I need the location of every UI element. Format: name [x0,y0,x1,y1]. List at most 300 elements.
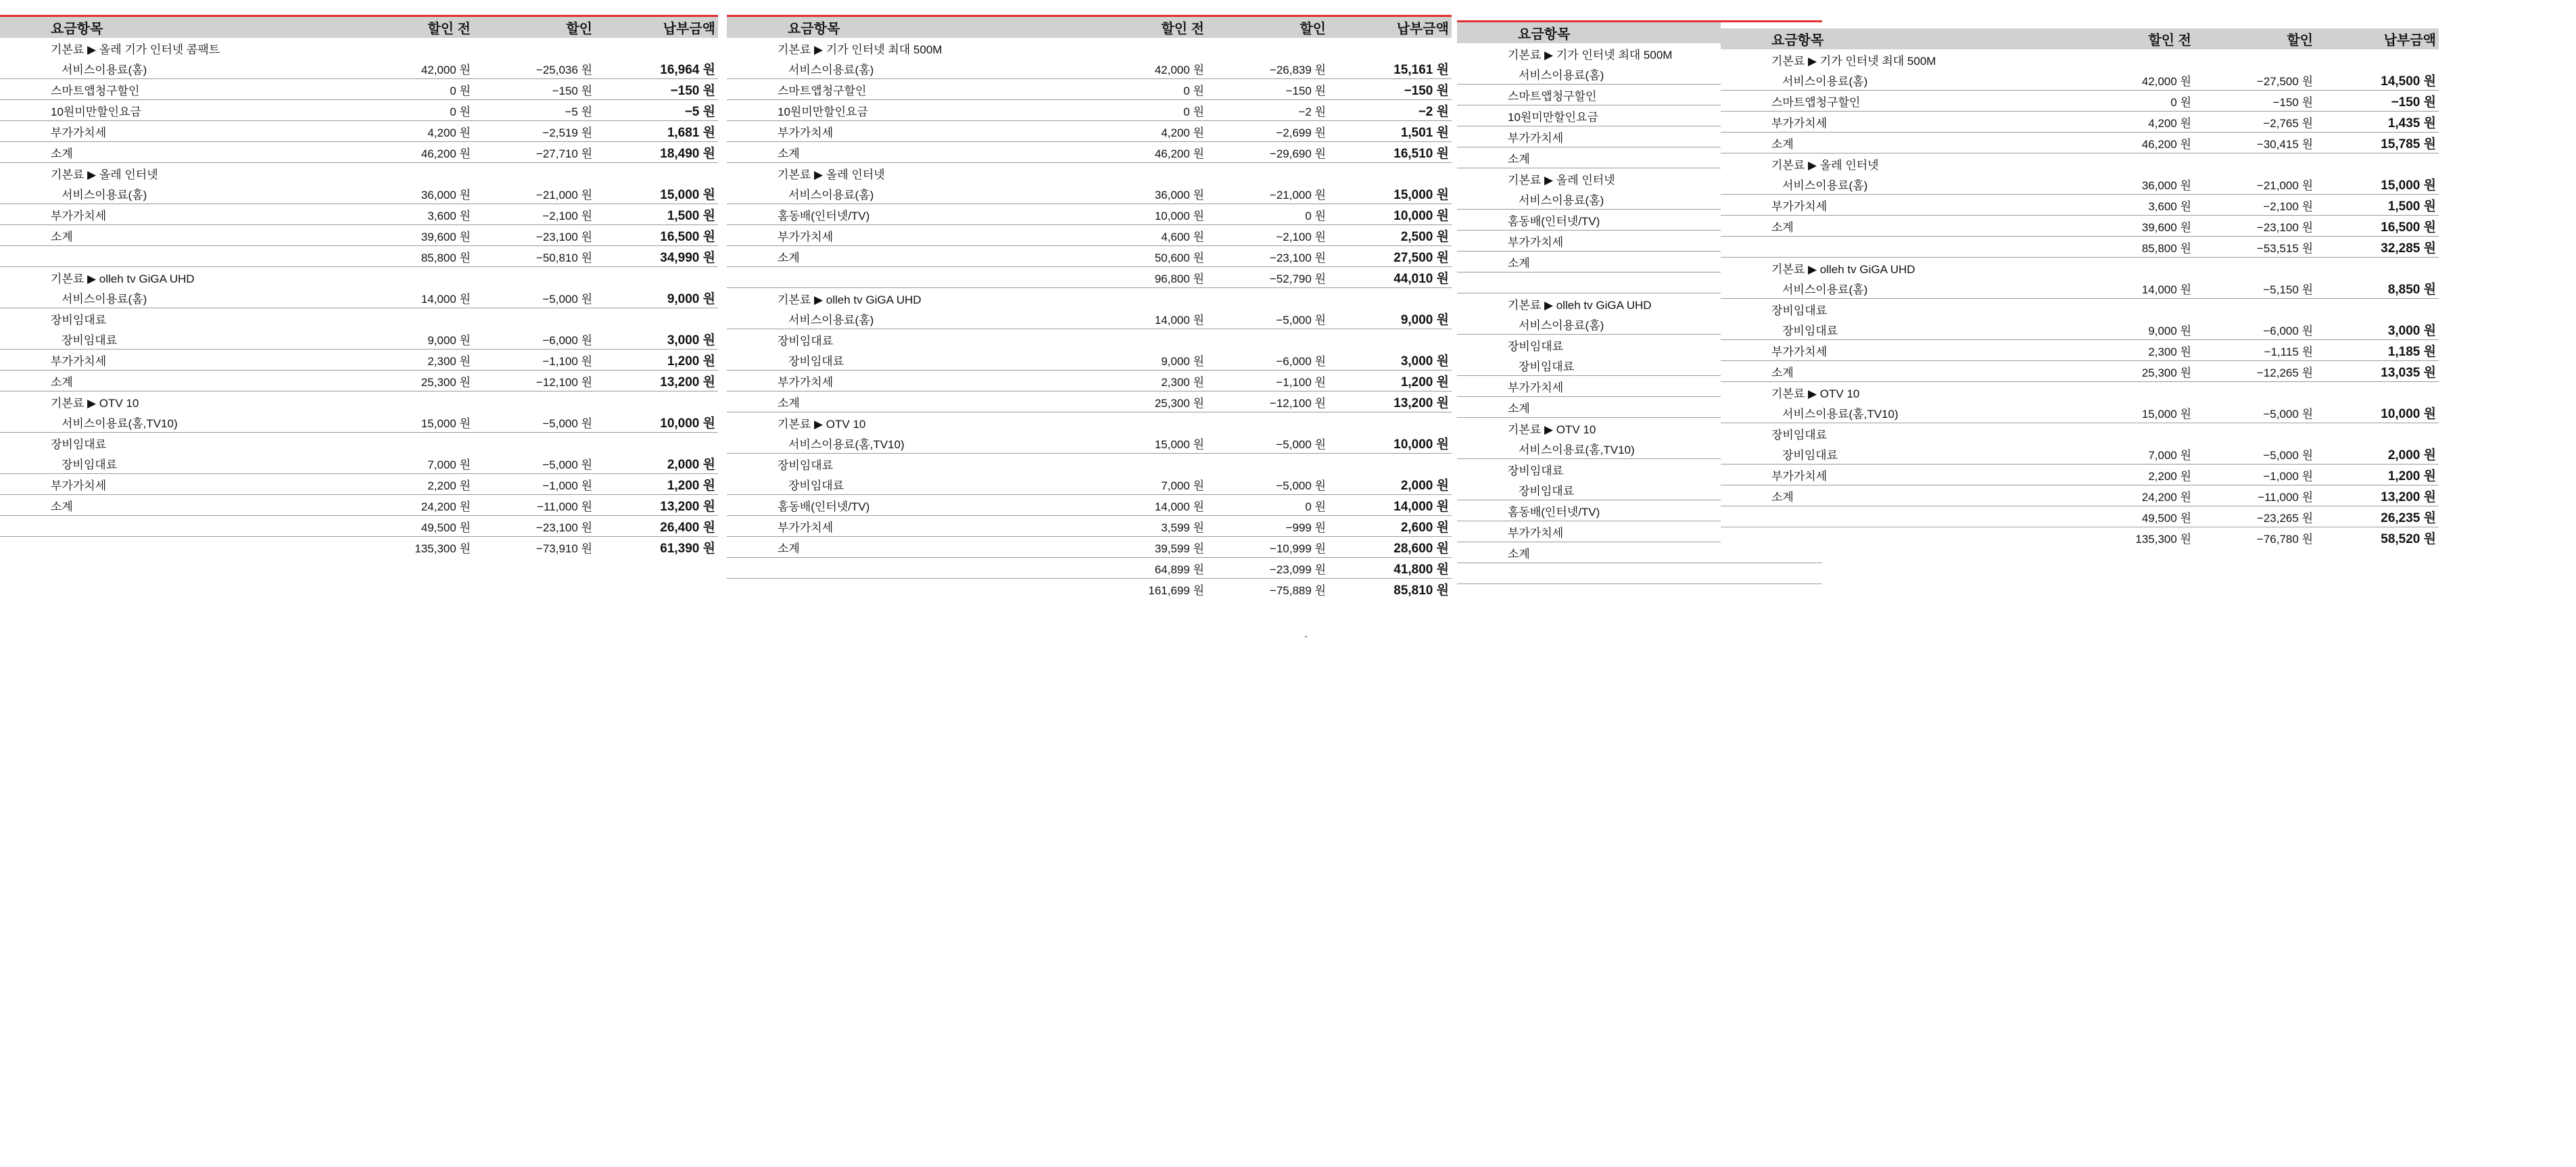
amount-before-discount: 46,200 원 [358,142,473,163]
amount-discount [473,308,595,329]
row-label: 기본료 ▶ 올레 인터넷 [1721,153,2079,174]
table-row [727,433,1452,454]
row-label: 소계 [727,246,1092,267]
amount-total: 10,000 원 [1329,204,1452,225]
amount-before-discount [358,433,473,454]
amount-discount: −26,839 원 [1269,63,1326,76]
table-row [1721,423,2439,444]
amount-discount: −2,519 원 [473,121,595,142]
amount-total: 16,500 원 [2316,216,2439,237]
amount-total: 13,200 원 [595,495,718,516]
amount-total: 85,810 원 [1329,579,1452,600]
row-label: 기본료 ▶ 기가 인터넷 최대 500M [778,43,943,56]
row-label: 기본료 ▶ 올레 인터넷 [727,163,1092,184]
amount-total: 8,850 원 [2387,282,2436,297]
table-row [0,412,718,433]
amount-before-discount: 85,800 원 [2079,237,2194,258]
amount-total: 44,010 원 [1329,267,1452,288]
amount-discount: −25,036 원 [535,63,592,76]
row-label: 기본료 ▶ 기가 인터넷 최대 500M [1508,48,1673,62]
table-row [727,412,1452,433]
amount-total: 15,000 원 [2381,178,2436,193]
amount-before-discount [358,163,473,184]
amount-before-discount: 14,000 원 [1092,495,1207,516]
table-row [727,100,1452,121]
amount-before-discount [2079,423,2194,444]
amount-total: 15,161 원 [1393,62,1449,77]
row-label: 서비스이용료(홈) [1782,178,1868,192]
table-row [727,163,1452,184]
row-label: 소계 [727,537,1092,558]
header-before-discount: 할인 전 [2079,28,2194,49]
row-label: 홈동배(인터넷/TV) [727,495,1092,516]
header-before-discount: 할인 전 [1092,17,1207,38]
table-row [727,474,1452,495]
row-label: 서비스이용료(홈) [1519,193,1604,207]
amount-before-discount: 10,000 원 [1092,204,1207,225]
bill-table [727,17,1452,599]
row-label: 소계 [0,142,358,163]
amount-discount: −5 원 [473,100,595,121]
amount-total [2316,423,2439,444]
amount-before-discount: 64,899 원 [1092,558,1207,579]
row-label: 장비임대료 [727,329,1092,350]
header-item: 요금항목 [0,17,358,38]
amount-total: 10,000 원 [1393,437,1449,452]
row-label: 소계 [0,371,358,391]
table-row [727,142,1452,163]
row-label: 서비스이용료(홈) [62,63,147,76]
row-label: 부가가치세 [727,516,1092,537]
amount-total: −2 원 [1329,100,1452,121]
amount-total [1721,584,1822,605]
amount-discount [2194,49,2316,70]
amount-before-discount [358,391,473,412]
row-label: 장비임대료 [788,479,844,492]
header-total: 납부금액 [595,17,718,38]
row-label: 기본료 ▶ OTV 10 [0,391,358,412]
table-row [727,58,1452,79]
bill-table [0,17,718,557]
table-row [727,391,1452,412]
table-row [727,329,1452,350]
amount-total: 14,500 원 [2381,74,2436,89]
row-label: 스마트앱청구할인 [727,79,1092,100]
table-row [1721,237,2439,258]
amount-discount: −12,100 원 [1207,391,1329,412]
table-row [727,246,1452,267]
amount-total [1329,163,1452,184]
row-label [0,516,358,537]
table-row [727,204,1452,225]
amount-total: −150 원 [2316,91,2439,112]
amount-discount: −2,100 원 [473,204,595,225]
row-label: 소계 [1457,542,1721,563]
amount-before-discount: 36,000 원 [421,188,471,201]
amount-discount: −2,765 원 [2194,112,2316,133]
table-row [0,433,718,454]
table-row [0,38,718,58]
table-row [0,371,718,391]
row-label: 기본료 ▶ 올레 기가 인터넷 콤팩트 [51,43,220,56]
amount-before-discount [2079,49,2194,70]
header-item: 요금항목 [1721,28,2079,49]
table-row [727,558,1452,579]
amount-discount [2194,258,2316,279]
table-row [727,516,1452,537]
amount-discount: −73,910 원 [473,537,595,558]
row-label: 스마트앱청구할인 [1721,91,2079,112]
row-label: 서비스이용료(홈) [1519,68,1604,82]
amount-total: 3,000 원 [2387,323,2436,338]
row-label: 서비스이용료(홈,TV10) [1782,407,1899,421]
amount-discount: −52,790 원 [1207,267,1329,288]
table-header-row [727,17,1452,38]
amount-total: −150 원 [1329,79,1452,100]
table-row [1721,174,2439,195]
table-row [727,537,1452,558]
amount-before-discount: 39,600 원 [2079,216,2194,237]
row-label: 홈동배(인터넷/TV) [1457,210,1721,231]
amount-total: 2,000 원 [2387,448,2436,462]
row-label: 기본료 ▶ OTV 10 [1721,382,2079,403]
amount-before-discount: 85,800 원 [358,246,473,267]
amount-discount: −6,000 원 [2263,324,2313,337]
amount-discount: −10,999 원 [1207,537,1329,558]
table-row [727,371,1452,391]
header-item: 요금항목 [1457,22,1721,43]
amount-total [2316,258,2439,279]
amount-discount: −5,000 원 [542,458,592,471]
amount-total [595,267,718,288]
amount-before-discount: 39,600 원 [358,225,473,246]
table-row [1721,465,2439,485]
amount-before-discount: 46,200 원 [1092,142,1207,163]
row-label [1457,584,1721,605]
bill-panel-4 [1721,28,2439,548]
table-row [1721,112,2439,133]
amount-discount: −23,099 원 [1207,558,1329,579]
row-label: 서비스이용료(홈) [62,188,147,201]
table-row [0,474,718,495]
row-label: 소계 [1721,216,2079,237]
row-label [727,267,1092,288]
row-label: 부가가치세 [0,121,358,142]
amount-before-discount: 2,300 원 [1092,371,1207,391]
amount-discount [473,433,595,454]
amount-before-discount: 24,200 원 [358,495,473,516]
amount-before-discount: 42,000 원 [2141,74,2191,88]
amount-before-discount: 161,699 원 [1092,579,1207,600]
row-label: 서비스이용료(홈,TV10) [62,416,178,430]
amount-discount [473,38,595,58]
table-row [0,183,718,204]
amount-total [2316,382,2439,403]
table-row [1721,153,2439,174]
amount-before-discount: 46,200 원 [2079,133,2194,153]
amount-discount: −75,889 원 [1207,579,1329,600]
header-before-discount: 할인 전 [358,17,473,38]
bill-table [1721,28,2439,548]
table-row [1721,527,2439,548]
amount-before-discount [358,267,473,288]
amount-total: 26,235 원 [2316,506,2439,527]
amount-before-discount: 96,800 원 [1092,267,1207,288]
row-label: 장비임대료 [1721,299,2079,320]
amount-total: 13,200 원 [1329,391,1452,412]
row-label: 홈동배(인터넷/TV) [727,204,1092,225]
amount-before-discount [2079,153,2194,174]
amount-discount: −21,000 원 [535,188,592,201]
row-label: 서비스이용료(홈) [1519,318,1604,332]
table-row [0,204,718,225]
amount-before-discount: 9,000 원 [427,333,471,347]
amount-before-discount [1092,412,1207,433]
table-header-row [1721,28,2439,49]
amount-before-discount: 14,000 원 [421,292,471,306]
row-label [0,246,358,267]
table-row [1721,444,2439,465]
amount-before-discount [1092,454,1207,475]
amount-before-discount: 7,000 원 [427,458,471,471]
amount-total: 15,000 원 [1393,187,1449,202]
amount-discount [2194,153,2316,174]
row-label: 부가가치세 [0,350,358,371]
amount-total: 10,000 원 [2381,406,2436,421]
row-label: 기본료 ▶ 올레 인터넷 [1457,168,1721,189]
table-row [0,100,718,121]
amount-before-discount: 135,300 원 [2079,527,2194,548]
table-row [727,308,1452,329]
amount-total: 2,500 원 [1329,225,1452,246]
row-label: 서비스이용료(홈) [1782,283,1868,296]
amount-total: 1,501 원 [1329,121,1452,142]
amount-discount: −53,515 원 [2194,237,2316,258]
amount-before-discount: 4,600 원 [1092,225,1207,246]
table-header-row [0,17,718,38]
row-label: 부가가치세 [1721,195,2079,216]
amount-discount [1207,412,1329,433]
amount-discount [1207,163,1329,184]
amount-total: 15,785 원 [2316,133,2439,153]
table-row [0,225,718,246]
amount-total [595,308,718,329]
table-row [0,267,718,288]
amount-before-discount: 9,000 원 [2148,324,2191,337]
row-label [727,558,1092,579]
amount-total [1329,454,1452,475]
amount-before-discount: 4,200 원 [1092,121,1207,142]
row-label: 장비임대료 [1782,448,1838,462]
header-total: 납부금액 [2316,28,2439,49]
amount-discount: −6,000 원 [542,333,592,347]
amount-discount: −5,000 원 [2263,407,2313,421]
amount-before-discount: 0 원 [2079,91,2194,112]
amount-total [595,163,718,184]
amount-discount: −2,699 원 [1207,121,1329,142]
amount-discount: −150 원 [2194,91,2316,112]
amount-before-discount: 7,000 원 [2148,448,2191,462]
amount-discount: −5,000 원 [542,292,592,306]
amount-discount: −5,000 원 [2263,448,2313,462]
amount-total: 32,285 원 [2316,237,2439,258]
amount-total: 3,000 원 [667,333,715,348]
amount-discount: −1,100 원 [1207,371,1329,391]
row-label [727,579,1092,600]
amount-total [1721,563,1822,584]
amount-discount [1207,329,1329,350]
amount-discount: −23,100 원 [473,516,595,537]
stray-dot [1305,636,1307,638]
amount-total: 1,500 원 [2316,195,2439,216]
table-row [0,58,718,79]
row-label: 스마트앱청구할인 [1457,85,1721,105]
table-row [1721,91,2439,112]
amount-total [595,391,718,412]
row-label: 서비스이용료(홈) [62,292,147,306]
amount-discount [2194,382,2316,403]
amount-total: 13,200 원 [2316,485,2439,506]
row-label: 소계 [727,391,1092,412]
row-label: 스마트앱청구할인 [0,79,358,100]
amount-total: 9,000 원 [667,291,715,306]
amount-discount [2194,423,2316,444]
amount-discount: −21,000 원 [2256,178,2313,192]
row-label: 소계 [1721,485,2079,506]
row-label: 장비임대료 [0,433,358,454]
row-label: 기본료 ▶ 올레 인터넷 [0,163,358,184]
amount-total: 9,000 원 [1400,312,1449,327]
table-row [0,391,718,412]
amount-total: 2,000 원 [667,457,715,472]
table-row [0,308,718,329]
amount-total: 61,390 원 [595,537,718,558]
amount-before-discount: 0 원 [358,100,473,121]
table-row [0,329,718,350]
row-label [1457,272,1721,293]
row-label: 서비스이용료(홈,TV10) [1519,443,1635,456]
amount-before-discount: 3,600 원 [2079,195,2194,216]
row-label: 장비임대료 [1457,335,1721,356]
row-label: 기본료 ▶ OTV 10 [727,412,1092,433]
amount-before-discount [358,38,473,58]
row-label: 장비임대료 [727,454,1092,475]
table-row [0,121,718,142]
amount-before-discount: 50,600 원 [1092,246,1207,267]
amount-before-discount: 135,300 원 [358,537,473,558]
amount-discount: −999 원 [1207,516,1329,537]
row-label: 서비스이용료(홈) [788,188,874,201]
amount-before-discount: 49,500 원 [2079,506,2194,527]
amount-total: 1,185 원 [2316,340,2439,361]
amount-discount: −150 원 [473,79,595,100]
row-label: 부가가치세 [1457,126,1721,147]
table-row [727,288,1452,309]
amount-discount: −23,265 원 [2194,506,2316,527]
amount-discount: −76,780 원 [2194,527,2316,548]
amount-before-discount: 4,200 원 [2079,112,2194,133]
amount-total: 26,400 원 [595,516,718,537]
row-label: 부가가치세 [1721,112,2079,133]
row-label: 장비임대료 [1457,459,1721,480]
amount-discount [473,267,595,288]
header-total: 납부금액 [1329,17,1452,38]
amount-total: 13,035 원 [2316,361,2439,382]
amount-before-discount: 3,600 원 [358,204,473,225]
amount-discount: −11,000 원 [2194,485,2316,506]
row-label [1721,527,2079,548]
amount-discount: −12,265 원 [2194,361,2316,382]
amount-before-discount: 9,000 원 [1161,354,1204,368]
table-row [1721,49,2439,70]
amount-discount: −12,100 원 [473,371,595,391]
table-row [1721,216,2439,237]
row-label [0,537,358,558]
table-row [0,142,718,163]
table-row [727,267,1452,288]
amount-before-discount: 3,599 원 [1092,516,1207,537]
amount-before-discount: 2,200 원 [2079,465,2194,485]
row-label: 서비스이용료(홈) [1782,74,1868,88]
row-label: 기본료 ▶ OTV 10 [1457,418,1721,439]
table-row [1721,402,2439,423]
amount-discount: −23,100 원 [2194,216,2316,237]
row-label: 장비임대료 [1519,484,1575,498]
amount-before-discount: 25,300 원 [358,371,473,391]
table-row [0,350,718,371]
row-label: 부가가치세 [727,371,1092,391]
row-label: 기본료 ▶ olleh tv GiGA UHD [727,288,1092,309]
amount-before-discount: 39,599 원 [1092,537,1207,558]
amount-total: 58,520 원 [2316,527,2439,548]
amount-before-discount [1092,288,1207,309]
header-discount: 할인 [1207,17,1329,38]
amount-total: 13,200 원 [595,371,718,391]
amount-total: 16,500 원 [595,225,718,246]
table-row [1721,195,2439,216]
amount-before-discount: 7,000 원 [1161,479,1204,492]
amount-total: −150 원 [595,79,718,100]
amount-before-discount [2079,299,2194,320]
amount-total: 1,200 원 [1329,371,1452,391]
row-label: 소계 [1721,361,2079,382]
amount-discount [473,391,595,412]
bill-panel-2 [727,15,1452,599]
amount-discount: −1,000 원 [2194,465,2316,485]
amount-discount: −11,000 원 [473,495,595,516]
row-label: 장비임대료 [1519,360,1575,373]
table-row [727,350,1452,371]
amount-before-discount: 49,500 원 [358,516,473,537]
amount-before-discount [358,308,473,329]
amount-total: 1,435 원 [2316,112,2439,133]
amount-total [595,38,718,58]
table-row [0,246,718,267]
row-label: 장비임대료 [788,354,844,368]
amount-before-discount: 0 원 [1092,79,1207,100]
table-row [727,454,1452,475]
amount-total: 34,990 원 [595,246,718,267]
amount-total: 16,964 원 [660,62,715,77]
amount-discount: −6,000 원 [1276,354,1326,368]
amount-before-discount: 15,000 원 [1154,437,1204,451]
amount-total: 1,200 원 [595,350,718,371]
amount-before-discount: 36,000 원 [2141,178,2191,192]
row-label: 소계 [1457,397,1721,418]
row-label: 소계 [727,142,1092,163]
amount-before-discount: 42,000 원 [421,63,471,76]
row-label: 소계 [0,225,358,246]
